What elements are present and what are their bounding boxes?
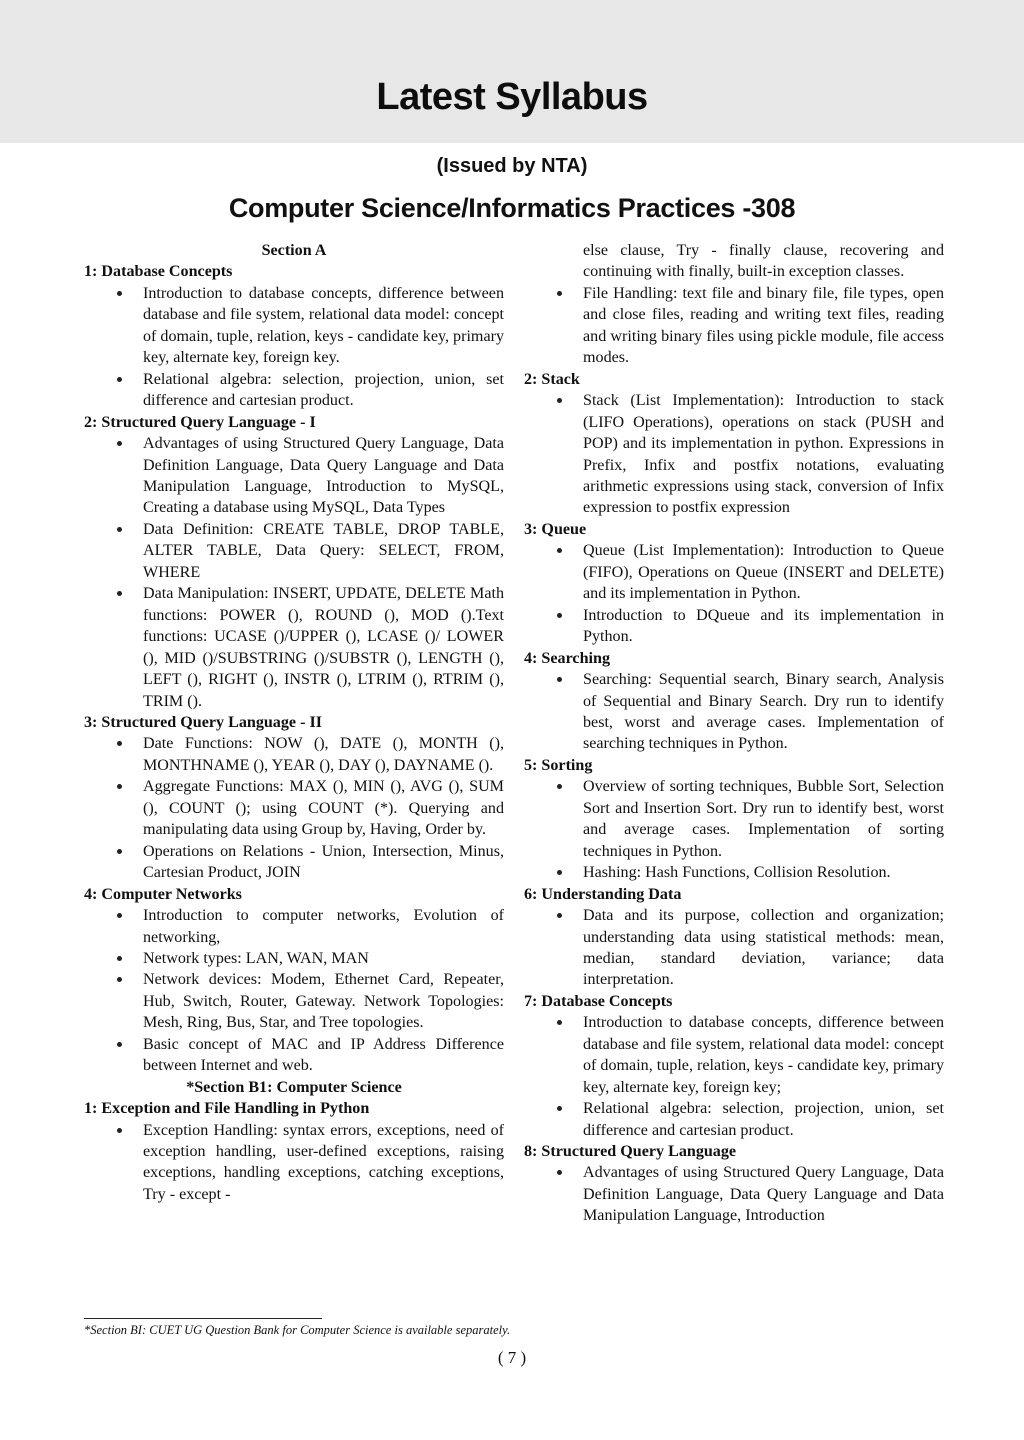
topic-item: Network devices: Modem, Ethernet Card, Repeater, Hub, Switch, Router, Gateway. Network Topologies: Mesh, Ring, Bus, Star, and Tree topologies.: [84, 969, 504, 1033]
section-b1-heading: *Section B1: Computer Science: [186, 1078, 402, 1096]
topic-item: Introduction to database concepts, difference between database and file system, relational data model: concept of domain, tuple, relation, keys - candidate key, primary key, alternate key, foreign key;: [524, 1012, 944, 1098]
unit-heading: 2: Stack: [524, 370, 580, 388]
topic-item: Searching: Sequential search, Binary search, Analysis of Sequential and Binary Search. Dry run to identify best, worst and average cases. Implementation of searching techniques in Python.: [524, 669, 944, 755]
right-column: [524, 240, 944, 1227]
topic-item: Queue (List Implementation): Introduction to Queue (FIFO), Operations on Queue (INSERT and DELETE) and its implementation in Python.: [524, 540, 944, 604]
topic-item: Relational algebra: selection, projection, union, set difference and cartesian product.: [524, 1098, 944, 1141]
topic-item: Network types: LAN, WAN, MAN: [84, 948, 504, 969]
footnote-divider: [84, 1318, 322, 1319]
topic-item: Basic concept of MAC and IP Address Difference between Internet and web.: [84, 1034, 504, 1077]
topic-item: Introduction to database concepts, difference between database and file system, relational data model: concept of domain, tuple, relation, keys - candidate key, primary key, alternate key, foreign key.: [84, 283, 504, 369]
left-column: [84, 240, 504, 1205]
unit-heading: 5: Sorting: [524, 756, 593, 774]
topic-item: Operations on Relations - Union, Intersection, Minus, Cartesian Product, JOIN: [84, 841, 504, 884]
unit-heading: 8: Structured Query Language: [524, 1143, 737, 1161]
topic-item: Introduction to computer networks, Evolution of networking,: [84, 905, 504, 948]
topic-item: Overview of sorting techniques, Bubble Sort, Selection Sort and Insertion Sort. Dry run to identify best, worst and average cases. Implementation of sorting techniques in Python.: [524, 776, 944, 862]
page-title: Latest Syllabus: [376, 76, 648, 118]
section-a-heading: Section A: [261, 242, 327, 259]
unit-topic-list: [524, 540, 944, 647]
unit-topic-list: [84, 733, 504, 883]
unit-topic-list: [524, 283, 944, 369]
topic-item: Advantages of using Structured Query Language, Data Definition Language, Data Query Language and Data Manipulation Language, Introduction: [524, 1162, 944, 1226]
topic-item: Hashing: Hash Functions, Collision Resolution.: [524, 862, 944, 883]
unit-heading: 2: Structured Query Language - I: [84, 413, 316, 431]
topic-item: Exception Handling: syntax errors, exceptions, need of exception handling, user-defined exceptions, raising exceptions, handling exceptions, catching exceptions, Try - except -: [84, 1120, 504, 1206]
topic-item: Data and its purpose, collection and organization; understanding data using statistical methods: mean, median, standard deviation, variance; data interpretation.: [524, 905, 944, 991]
topic-item: Relational algebra: selection, projection, union, set difference and cartesian product.: [84, 369, 504, 412]
unit-heading: 3: Queue: [524, 520, 587, 538]
unit-topic-list: [84, 1120, 504, 1206]
topic-item: File Handling: text file and binary file, file types, open and close files, reading and writing text files, reading and writing binary files using pickle module, file access modes.: [524, 283, 944, 369]
unit-topic-list: [84, 283, 504, 412]
unit-topic-list: [524, 669, 944, 755]
title-banner: [0, 0, 1024, 143]
topic-item: Introduction to DQueue and its implementation in Python.: [524, 605, 944, 648]
unit-topic-list: [524, 390, 944, 519]
unit-topic-list: [524, 776, 944, 883]
topic-item: Aggregate Functions: MAX (), MIN (), AVG (), SUM (), COUNT (); using COUNT (*). Querying and manipulating data using Group by, Having, Order by.: [84, 776, 504, 840]
continued-text: else clause, Try - finally clause, recovering and continuing with finally, built-in exception classes.: [583, 242, 944, 281]
page-number: ( 7 ): [497, 1348, 527, 1367]
unit-heading: 3: Structured Query Language - II: [84, 713, 322, 731]
footnote: *Section BI: CUET UG Question Bank for Computer Science is available separately.: [84, 1323, 511, 1337]
unit-topic-list: [84, 433, 504, 712]
unit-heading: 4: Computer Networks: [84, 885, 242, 903]
topic-item: Date Functions: NOW (), DATE (), MONTH (), MONTHNAME (), YEAR (), DAY (), DAYNAME ().: [84, 733, 504, 776]
unit-heading: 7: Database Concepts: [524, 992, 673, 1010]
unit-heading: 1: Exception and File Handling in Python: [84, 1100, 370, 1118]
unit-heading: 4: Searching: [524, 649, 610, 667]
unit-topic-list: [524, 905, 944, 991]
topic-item: Data Definition: CREATE TABLE, DROP TABLE, ALTER TABLE, Data Query: SELECT, FROM, WHERE: [84, 519, 504, 583]
unit-topic-list: [524, 1012, 944, 1141]
unit-heading: 6: Understanding Data: [524, 885, 682, 903]
unit-topic-list: [84, 905, 504, 1077]
unit-heading: 1: Database Concepts: [84, 263, 233, 281]
topic-item: Stack (List Implementation): Introduction to stack (LIFO Operations), operations on stack (PUSH and POP) and its implementation in python. Expressions in Prefix, Infix and postfix notations, evaluating arithmetic expressions using stack, conversion of Infix expression to postfix expression: [524, 390, 944, 519]
subject-title: Computer Science/Informatics Practices -308: [228, 193, 796, 223]
topic-item: Data Manipulation: INSERT, UPDATE, DELETE Math functions: POWER (), ROUND (), MOD ().Text functions: UCASE ()/UPPER (), LCASE ()/ LOWER (), MID ()/SUBSTRING ()/SUBSTR (), LENGTH (), LEFT (), RIGHT (), INSTR (), LTRIM (), RTRIM (), TRIM ().: [84, 583, 504, 712]
unit-topic-list: [524, 1162, 944, 1226]
issued-by-label: (Issued by NTA): [436, 155, 588, 177]
topic-item: Advantages of using Structured Query Language, Data Definition Language, Data Query Language and Data Manipulation Language, Introduction to MySQL, Creating a database using MySQL, Data Types: [84, 433, 504, 519]
